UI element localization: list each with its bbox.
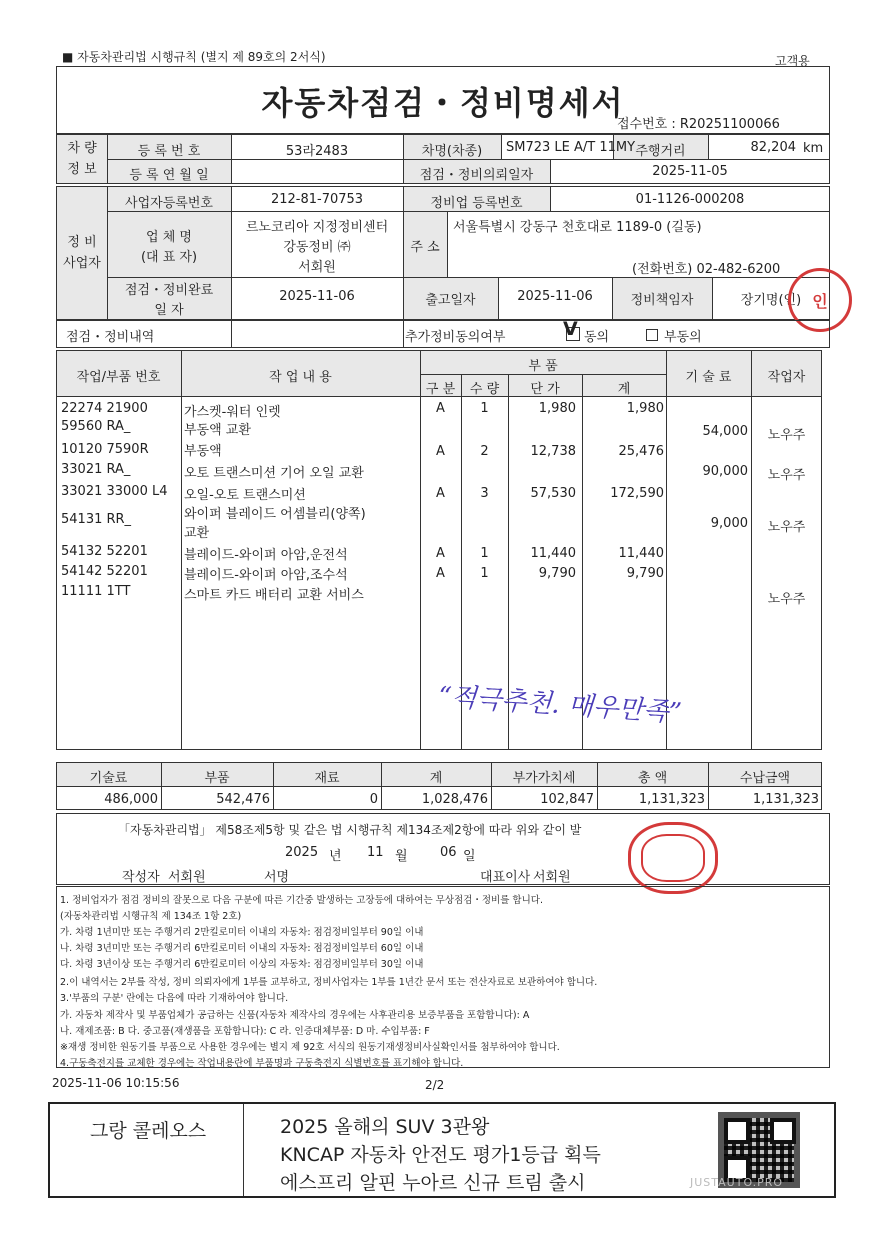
address-label: 주 소 bbox=[410, 240, 440, 255]
rep-label: (대 표 자) bbox=[140, 250, 198, 265]
item-kind: A bbox=[436, 444, 445, 459]
item-qty: 1 bbox=[480, 401, 489, 416]
totals-label-labor: 기술료 bbox=[89, 771, 128, 786]
note-line: 4.구동축전지를 교체한 경우에는 작업내용란에 부품명과 구동축전지 식별번호를 표기해야 합니다. bbox=[60, 1058, 464, 1069]
disagree-text: 부동의 bbox=[664, 330, 702, 345]
ad-line-1: 2025 올해의 SUV 3관왕 bbox=[280, 1116, 490, 1138]
reg-no-value: 53라2483 bbox=[285, 144, 349, 159]
note-line: 3.'부품의 구분' 란에는 다음에 따라 기재하여야 합니다. bbox=[60, 993, 289, 1004]
page-number: 2/2 bbox=[425, 1078, 445, 1092]
cert-day-unit: 일 bbox=[463, 849, 476, 864]
totals-label-material: 재료 bbox=[314, 771, 340, 786]
totals-value-material: 0 bbox=[369, 792, 378, 807]
receipt-number: 접수번호 : R20251100066 bbox=[617, 117, 780, 132]
cert-year: 2025 bbox=[285, 845, 319, 860]
cert-day: 06 bbox=[440, 845, 457, 860]
col-work-desc: 작 업 내 용 bbox=[269, 370, 332, 385]
manager-value: 장기명(인) bbox=[740, 293, 802, 308]
form-reference: ■ 자동차관리법 시행규칙 (별지 제 89호의 2서식) bbox=[62, 50, 326, 64]
mileage-unit: km bbox=[803, 141, 824, 156]
note-line: (자동차관리법 시행규칙 제 134조 1항 2호) bbox=[60, 911, 242, 922]
totals-label-received: 수납금액 bbox=[739, 771, 791, 786]
item-no: 59560 RA_ bbox=[61, 419, 131, 434]
totals-value-parts: 542,476 bbox=[216, 792, 270, 807]
item-unit-price: 57,530 bbox=[530, 486, 576, 501]
reg-date-label: 등 록 연 월 일 bbox=[129, 168, 209, 183]
item-unit-price: 1,980 bbox=[538, 401, 576, 416]
totals-label-vat: 부가가치세 bbox=[512, 771, 576, 786]
print-timestamp: 2025-11-06 10:15:56 bbox=[52, 1076, 180, 1090]
item-no: 54132 52201 bbox=[61, 544, 148, 559]
company-rep: 서회원 bbox=[298, 260, 336, 275]
watermark: JUSTAUTO.PRO bbox=[690, 1176, 784, 1189]
item-total: 11,440 bbox=[618, 546, 664, 561]
business-section-label: 정 비 사업자 bbox=[63, 235, 101, 271]
item-no: 10120 7590R bbox=[61, 442, 149, 457]
reg-no-label: 등 록 번 호 bbox=[137, 144, 201, 159]
col-kind: 구 분 bbox=[425, 382, 456, 397]
item-total: 1,980 bbox=[626, 401, 664, 416]
agree-text: 동의 bbox=[584, 330, 610, 345]
release-date-label: 출고일자 bbox=[425, 293, 476, 308]
item-worker: 노우주 bbox=[767, 428, 806, 443]
writer-label: 작성자 bbox=[122, 870, 160, 885]
col-labor: 기 술 료 bbox=[685, 370, 732, 385]
biz-no-label: 사업자등록번호 bbox=[125, 196, 213, 211]
item-desc: 부동액 bbox=[184, 444, 222, 459]
ad-line-3: 에스프리 알핀 누아르 신규 트림 출시 bbox=[280, 1172, 586, 1194]
complete-date-value: 2025-11-06 bbox=[279, 289, 355, 304]
item-labor: 90,000 bbox=[702, 464, 748, 479]
item-kind: A bbox=[436, 486, 445, 501]
mileage-value: 82,204 bbox=[750, 140, 796, 155]
item-kind: A bbox=[436, 546, 445, 561]
complete-date-label-1: 점검・정비완료 bbox=[124, 283, 214, 298]
official-seal bbox=[628, 822, 718, 894]
model-label: 차명(차종) bbox=[421, 144, 483, 159]
item-total: 9,790 bbox=[626, 566, 664, 581]
item-kind: A bbox=[436, 401, 445, 416]
item-no: 22274 21900 bbox=[61, 401, 148, 416]
model-value: SM723 LE A/T 11MY bbox=[506, 140, 636, 155]
item-no: 33021 33000 L4 bbox=[61, 484, 168, 499]
note-line: 가. 차령 1년미만 또는 주행거리 2만킬로미터 이내의 자동차: 점검정비일부터 90일 이내 bbox=[60, 927, 424, 938]
item-unit-price: 9,790 bbox=[538, 566, 576, 581]
item-worker: 노우주 bbox=[767, 520, 806, 535]
ad-brand: 그랑 콜레오스 bbox=[90, 1120, 207, 1142]
item-desc: 가스켓-워터 인렛 bbox=[184, 405, 281, 420]
totals-label-subtotal: 계 bbox=[429, 771, 443, 786]
item-labor: 54,000 bbox=[702, 424, 748, 439]
note-line: 2.이 내역서는 2부를 작성, 정비 의뢰자에게 1부를 교부하고, 정비사업자는 1부를 1년간 문서 또는 전산자료로 보관하여야 합니다. bbox=[60, 977, 598, 988]
col-unit-price: 단 가 bbox=[530, 382, 560, 397]
agree-check-mark: V bbox=[563, 318, 578, 340]
sign-label: 서명 bbox=[264, 870, 290, 885]
cert-year-unit: 년 bbox=[329, 849, 342, 864]
address-value: 서울특별시 강동구 천호대로 1189-0 (길동) bbox=[453, 220, 702, 235]
item-no: 54142 52201 bbox=[61, 564, 148, 579]
phone-value: (전화번호) 02-482-6200 bbox=[632, 262, 781, 277]
cert-statement: 「자동차관리법」 제58조제5항 및 같은 법 시행규칙 제134조제2항에 따라 위와 같이 발 bbox=[118, 823, 582, 837]
totals-value-vat: 102,847 bbox=[540, 792, 594, 807]
company-label: 업 체 명 bbox=[146, 230, 192, 245]
cert-month: 11 bbox=[367, 845, 384, 860]
item-desc: 오토 트랜스미션 기어 오일 교환 bbox=[184, 466, 364, 481]
item-labor: 9,000 bbox=[710, 516, 748, 531]
item-unit-price: 12,738 bbox=[530, 444, 576, 459]
item-desc: 블레이드-와이퍼 아암,조수석 bbox=[184, 568, 348, 583]
note-line: 가. 자동차 제작사 및 부품업체가 공급하는 신품(자동차 제작사의 경우에는 사후관리용 보증부품을 포함합니다): A bbox=[60, 1010, 530, 1021]
totals-label-parts: 부품 bbox=[204, 771, 230, 786]
item-worker: 노우주 bbox=[767, 468, 806, 483]
page-title: 자동차점검・정비명세서 bbox=[261, 84, 625, 122]
item-no: 11111 1TT bbox=[61, 584, 131, 599]
col-work-no: 작업/부품 번호 bbox=[76, 370, 161, 385]
col-total: 계 bbox=[617, 382, 631, 397]
biz-no-value: 212-81-70753 bbox=[270, 192, 364, 207]
disagree-checkbox[interactable] bbox=[646, 329, 658, 341]
item-desc-cont: 교환 bbox=[184, 526, 210, 541]
repair-reg-value: 01-1126-000208 bbox=[635, 192, 745, 207]
item-qty: 1 bbox=[480, 546, 489, 561]
note-line: 다. 차령 3년이상 또는 주행거리 6만킬로미터 이상의 자동차: 점검정비일부터 30일 이내 bbox=[60, 959, 424, 970]
writer-name: 서회원 bbox=[168, 870, 206, 885]
complete-date-label-2: 일 자 bbox=[154, 303, 184, 318]
item-no: 54131 RR_ bbox=[61, 512, 132, 527]
totals-value-subtotal: 1,028,476 bbox=[421, 792, 488, 807]
col-worker: 작업자 bbox=[767, 370, 806, 385]
col-parts: 부 품 bbox=[528, 359, 558, 374]
note-line: ※재생 정비한 원동기를 부품으로 사용한 경우에는 별지 제 92호 서식의 원동기재생정비사실확인서를 첨부하여야 합니다. bbox=[60, 1042, 560, 1053]
col-qty: 수 량 bbox=[469, 382, 500, 397]
ad-line-2: KNCAP 자동차 안전도 평가1등급 획득 bbox=[280, 1144, 601, 1166]
repair-reg-label: 정비업 등록번호 bbox=[430, 196, 523, 211]
copy-type: 고객용 bbox=[775, 54, 810, 68]
note-line: 나. 재제조품: B 다. 중고품(재생품을 포함합니다): C 라. 인증대체부품: D 마. 수입부품: F bbox=[60, 1026, 430, 1037]
cert-month-unit: 월 bbox=[395, 849, 408, 864]
item-kind: A bbox=[436, 566, 445, 581]
item-desc: 블레이드-와이퍼 아암,운전석 bbox=[184, 548, 348, 563]
rep-label: 대표이사 bbox=[480, 870, 531, 885]
consent-label: 추가정비동의여부 bbox=[405, 330, 506, 345]
request-date-label: 점검・정비의뢰일자 bbox=[419, 168, 534, 183]
item-total: 172,590 bbox=[610, 486, 664, 501]
note-line: 1. 정비업자가 점검 정비의 잘못으로 다음 구분에 따른 기간중 발생하는 고장등에 대하여는 무상점검・정비를 합니다. bbox=[60, 895, 543, 906]
vehicle-section-label: 차 량 정 보 bbox=[67, 141, 97, 177]
item-qty: 3 bbox=[480, 486, 489, 501]
release-date-value: 2025-11-06 bbox=[517, 289, 593, 304]
manager-label: 정비책임자 bbox=[630, 293, 694, 308]
item-no: 33021 RA_ bbox=[61, 462, 131, 477]
details-label: 점검・정비내역 bbox=[66, 330, 155, 345]
totals-label-total: 총 액 bbox=[637, 771, 668, 786]
item-qty: 2 bbox=[480, 444, 489, 459]
item-desc: 오일-오토 트랜스미션 bbox=[184, 488, 306, 503]
item-desc: 와이퍼 블레이드 어셈블리(양쪽) bbox=[184, 507, 366, 522]
company-name-2: 강동정비 ㈜ bbox=[283, 240, 351, 255]
note-line: 나. 차령 3년미만 또는 주행거리 6만킬로미터 이내의 자동차: 점검정비일부터 60일 이내 bbox=[60, 943, 424, 954]
item-total: 25,476 bbox=[618, 444, 664, 459]
item-desc: 부동액 교환 bbox=[184, 423, 251, 438]
item-unit-price: 11,440 bbox=[530, 546, 576, 561]
request-date-value: 2025-11-05 bbox=[652, 164, 728, 179]
totals-value-labor: 486,000 bbox=[104, 792, 158, 807]
rep-name: 서회원 bbox=[533, 870, 571, 885]
totals-value-received: 1,131,323 bbox=[752, 792, 819, 807]
handwritten-note: “적극추천. 매우만족” bbox=[437, 681, 683, 729]
item-qty: 1 bbox=[480, 566, 489, 581]
company-name-1: 르노코리아 지정정비센터 bbox=[245, 220, 389, 235]
totals-value-total: 1,131,323 bbox=[638, 792, 705, 807]
item-desc: 스마트 카드 배터리 교환 서비스 bbox=[184, 588, 364, 603]
company-seal: 인 bbox=[788, 268, 852, 332]
item-worker: 노우주 bbox=[767, 592, 806, 607]
mileage-label: 주행거리 bbox=[635, 144, 686, 159]
